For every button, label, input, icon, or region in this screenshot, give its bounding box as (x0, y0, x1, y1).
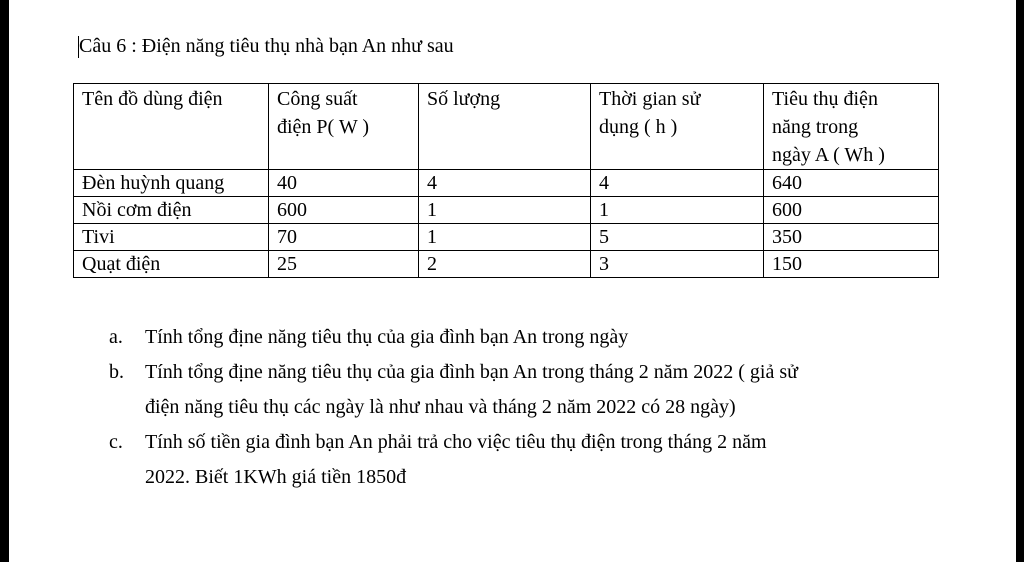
header-cell (74, 84, 269, 170)
table-cell: Quạt điện (74, 251, 269, 278)
header-line: Thời gian sử (599, 88, 701, 110)
question-line: Tính số tiền gia đình bạn An phải trả cho việc tiêu thụ điện trong tháng 2 năm (145, 431, 767, 453)
question-marker: c. (109, 431, 123, 453)
header-line: Công suất (277, 88, 358, 110)
table-cell: Tivi (74, 224, 269, 251)
question-item-c (109, 425, 935, 495)
table-cell: 1 (591, 197, 764, 224)
table-cell: 25 (269, 251, 419, 278)
table-cell: 40 (269, 170, 419, 197)
header-line: dụng ( h ) (599, 116, 678, 138)
table-row (74, 224, 939, 251)
question-line: 2022. Biết 1KWh giá tiền 1850đ (145, 466, 407, 488)
header-cell (591, 84, 764, 170)
table-cell: 2 (419, 251, 591, 278)
table-cell: 600 (764, 197, 939, 224)
table-cell: 1 (419, 224, 591, 251)
question-item-a (109, 320, 935, 355)
question-list (109, 320, 935, 495)
question-line: Tính tổng địne năng tiêu thụ của gia đình bạn An trong tháng 2 năm 2022 ( giả sử (145, 361, 798, 383)
header-cell (419, 84, 591, 170)
table-cell: 600 (269, 197, 419, 224)
energy-table (73, 83, 939, 278)
question-marker: b. (109, 361, 124, 383)
header-line: ngày A ( Wh ) (772, 144, 885, 166)
table-cell: 70 (269, 224, 419, 251)
table-cell: 4 (591, 170, 764, 197)
table-cell: 150 (764, 251, 939, 278)
table-cell: 350 (764, 224, 939, 251)
table-row (74, 170, 939, 197)
question-line: Tính tổng địne năng tiêu thụ của gia đình bạn An trong ngày (145, 326, 629, 348)
question-marker: a. (109, 326, 123, 348)
table-header-row (74, 84, 939, 170)
header-line: Tên đồ dùng điện (82, 88, 223, 110)
question-line: điện năng tiêu thụ các ngày là như nhau và tháng 2 năm 2022 có 28 ngày) (145, 396, 736, 418)
document-page (9, 0, 1016, 562)
table-row (74, 251, 939, 278)
header-line: điện P( W ) (277, 116, 370, 138)
table-cell: 4 (419, 170, 591, 197)
table-cell: 640 (764, 170, 939, 197)
header-cell (764, 84, 939, 170)
header-line: năng trong (772, 116, 859, 138)
table-cell: Nồi cơm điện (74, 197, 269, 224)
table-cell: 5 (591, 224, 764, 251)
header-cell (269, 84, 419, 170)
table-cell: 1 (419, 197, 591, 224)
table-cell: Đèn huỳnh quang (74, 170, 269, 197)
header-line: Số lượng (427, 88, 501, 110)
question-title: Câu 6 : Điện năng tiêu thụ nhà bạn An như sau (79, 35, 454, 57)
question-item-b (109, 355, 935, 425)
table-cell: 3 (591, 251, 764, 278)
header-line: Tiêu thụ điện (772, 88, 878, 110)
table-row (74, 197, 939, 224)
